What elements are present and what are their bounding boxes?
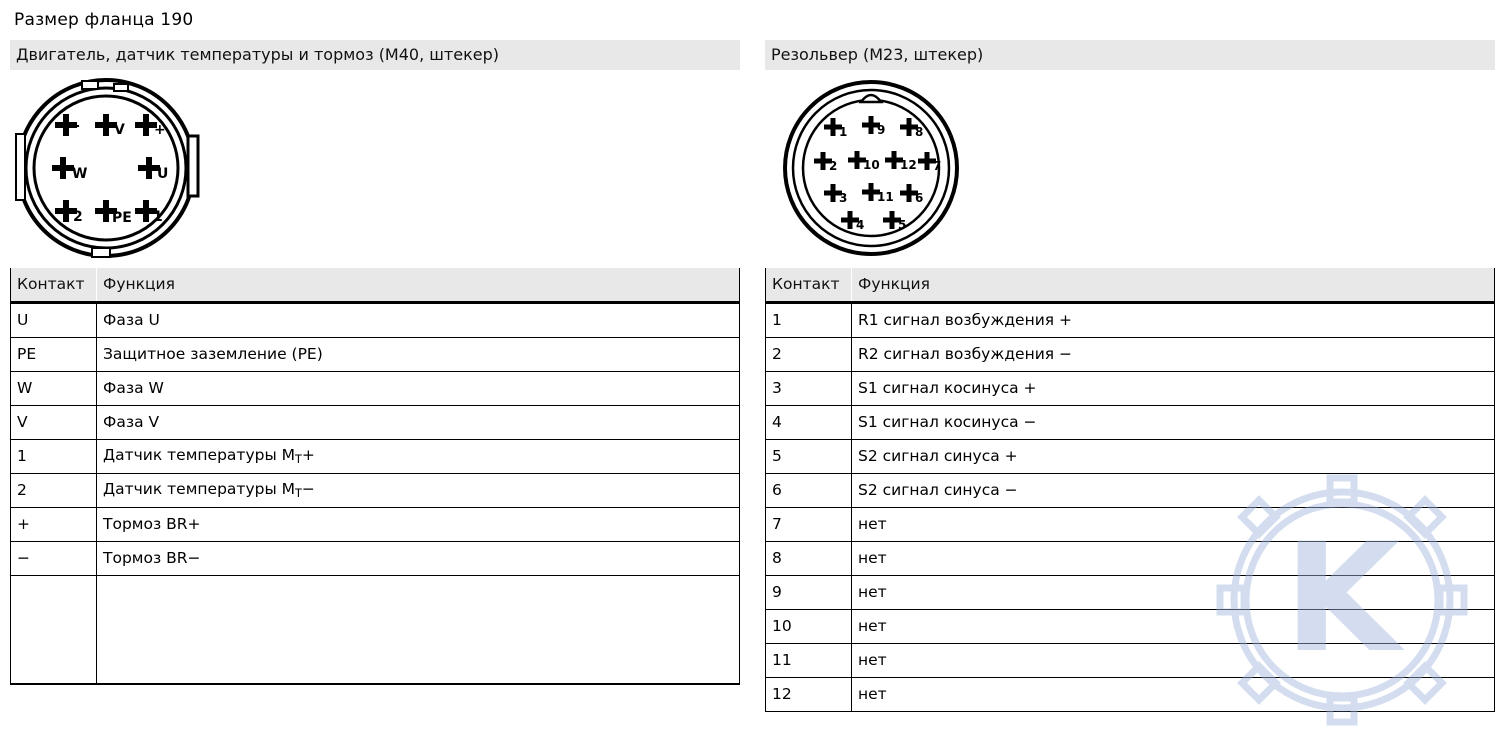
- table-row: [11, 406, 740, 440]
- cell-pin: 12: [766, 678, 852, 712]
- svg-text:4: 4: [856, 218, 865, 232]
- table-row: [11, 372, 740, 406]
- table-row: [766, 406, 1495, 440]
- cell-function: S1 сигнал косинуса +: [852, 372, 1495, 406]
- cell-pin: 4: [766, 406, 852, 440]
- svg-text:2: 2: [829, 159, 838, 173]
- table-row: [11, 338, 740, 372]
- svg-text:8: 8: [915, 125, 924, 139]
- cell-function: Датчик температуры $M_T-$: [97, 474, 740, 508]
- cell-pin: +: [11, 508, 97, 542]
- cell-function: R2 сигнал возбуждения −: [852, 338, 1495, 372]
- section-resolver: [765, 40, 1495, 712]
- cell-function: Фаза V: [97, 406, 740, 440]
- svg-text:11: 11: [877, 190, 894, 204]
- watermark-letter: K: [1283, 512, 1401, 686]
- svg-text:1: 1: [839, 125, 848, 139]
- cell-pin: 6: [766, 474, 852, 508]
- table-row: [766, 303, 1495, 338]
- table-row: [11, 508, 740, 542]
- motor-pin-table: [10, 268, 740, 685]
- cell-pin: PE: [11, 338, 97, 372]
- svg-text:+: +: [154, 122, 166, 138]
- table-row: [766, 440, 1495, 474]
- table-row: [11, 440, 740, 474]
- svg-text:U: U: [157, 166, 169, 182]
- table-row: [766, 338, 1495, 372]
- resolver-pin-table: [765, 268, 1495, 712]
- svg-text:1: 1: [153, 209, 163, 225]
- table-row: [766, 372, 1495, 406]
- section-motor: [10, 40, 740, 685]
- m23-connector-pinout: [765, 72, 965, 268]
- section-resolver-header: Резольвер (M23, штекер): [765, 40, 1495, 70]
- cell-pin: 11: [766, 644, 852, 678]
- svg-text:PE: PE: [112, 210, 132, 226]
- cell-pin: 10: [766, 610, 852, 644]
- svg-text:W: W: [72, 166, 88, 182]
- cell-pin: V: [11, 406, 97, 440]
- table-row: [766, 610, 1495, 644]
- cell-function: Фаза U: [97, 303, 740, 338]
- cell-function: нет: [852, 508, 1495, 542]
- cell-pin: 2: [11, 474, 97, 508]
- svg-text:10: 10: [863, 158, 880, 172]
- cell-empty: [97, 576, 740, 685]
- table-row: [766, 678, 1495, 712]
- cell-pin: 7: [766, 508, 852, 542]
- cell-function: нет: [852, 576, 1495, 610]
- cell-pin: W: [11, 372, 97, 406]
- cell-pin: −: [11, 542, 97, 576]
- cell-pin: 5: [766, 440, 852, 474]
- cell-pin: 3: [766, 372, 852, 406]
- cell-pin: 2: [766, 338, 852, 372]
- table-header-row: [11, 268, 740, 303]
- cell-pin: 9: [766, 576, 852, 610]
- cell-empty: [11, 576, 97, 685]
- table-row: [766, 644, 1495, 678]
- cell-function: S2 сигнал синуса −: [852, 474, 1495, 508]
- table-row: [11, 303, 740, 338]
- svg-text:9: 9: [877, 123, 886, 137]
- column-header-function: Функция: [852, 268, 1495, 303]
- svg-text:3: 3: [839, 191, 848, 205]
- cell-function: R1 сигнал возбуждения +: [852, 303, 1495, 338]
- cell-function: нет: [852, 644, 1495, 678]
- motor-connector-area: [10, 70, 740, 268]
- column-header-function: Функция: [97, 268, 740, 303]
- svg-text:5: 5: [898, 218, 907, 232]
- table-row: [766, 542, 1495, 576]
- cell-function: Фаза W: [97, 372, 740, 406]
- resolver-connector-area: [765, 70, 1495, 268]
- cell-function: нет: [852, 678, 1495, 712]
- table-row: [766, 576, 1495, 610]
- cell-function: Датчик температуры $M_T+$: [97, 440, 740, 474]
- section-motor-header: Двигатель, датчик температуры и тормоз (M40, штекер): [10, 40, 740, 70]
- table-row: [11, 542, 740, 576]
- cell-function: S2 сигнал синуса +: [852, 440, 1495, 474]
- svg-text:2: 2: [73, 209, 83, 225]
- column-header-pin: Контакт: [766, 268, 852, 303]
- cell-function: Защитное заземление (PE): [97, 338, 740, 372]
- cell-function: S1 сигнал косинуса −: [852, 406, 1495, 440]
- cell-pin: U: [11, 303, 97, 338]
- cell-pin: 1: [766, 303, 852, 338]
- cell-function: нет: [852, 542, 1495, 576]
- svg-text:6: 6: [915, 191, 924, 205]
- table-row: [11, 474, 740, 508]
- column-header-pin: Контакт: [11, 268, 97, 303]
- page-title: Размер фланца 190: [14, 10, 194, 30]
- cell-function: нет: [852, 610, 1495, 644]
- m40-connector-pinout: [10, 72, 210, 268]
- cell-function: Тормоз BR+: [97, 508, 740, 542]
- table-row: [766, 508, 1495, 542]
- cell-pin: 8: [766, 542, 852, 576]
- table-row: [766, 474, 1495, 508]
- table-header-row: [766, 268, 1495, 303]
- svg-text:7: 7: [933, 159, 942, 173]
- cell-function: Тормоз BR−: [97, 542, 740, 576]
- table-filler-row: [11, 576, 740, 685]
- svg-text:V: V: [114, 122, 125, 138]
- svg-text:-: -: [74, 118, 80, 134]
- svg-text:12: 12: [900, 158, 917, 172]
- cell-pin: 1: [11, 440, 97, 474]
